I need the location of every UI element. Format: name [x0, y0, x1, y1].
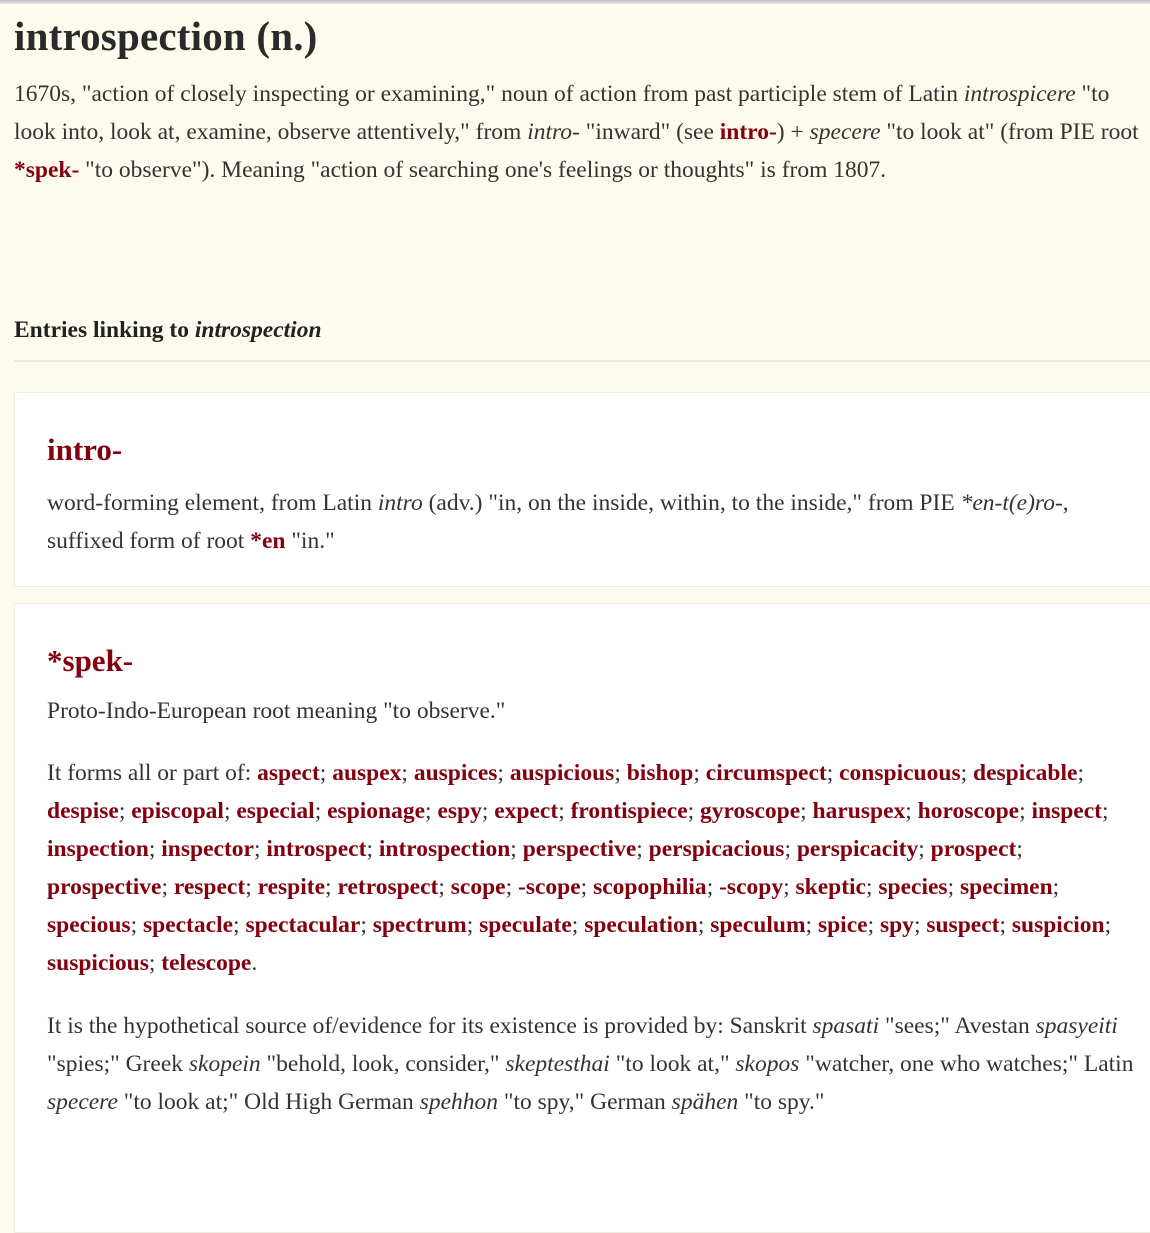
related-form-separator: ;	[161, 874, 174, 900]
entry-headword: introspection (n.)	[14, 13, 318, 59]
related-form-separator: ;	[325, 874, 338, 900]
related-form-separator: ;	[687, 798, 701, 824]
related-form-link[interactable]: prospective	[47, 874, 162, 900]
related-form-separator: ;	[697, 912, 711, 938]
related-form-link[interactable]: speculate	[479, 912, 572, 938]
related-form-link[interactable]: specious	[47, 912, 131, 938]
card-evidence-spek	[47, 1007, 1137, 1121]
evidence-cognate: skopein	[188, 1051, 261, 1077]
related-form-link[interactable]: spectrum	[372, 912, 467, 938]
related-form-separator: ;	[1052, 874, 1060, 900]
related-form-link[interactable]: -scopy	[719, 874, 784, 900]
related-form-link[interactable]: circumspect	[705, 760, 827, 786]
related-form-separator: ;	[118, 798, 132, 824]
link-intro[interactable]: intro-	[719, 119, 777, 145]
related-form-link[interactable]: suspicious	[47, 950, 149, 976]
evidence-text: "to look at;" Old High German	[117, 1089, 420, 1115]
linking-entries-heading	[14, 313, 322, 347]
entry-etymology	[14, 75, 1139, 189]
related-form-separator: ;	[360, 912, 373, 938]
related-form-link[interactable]: inspect	[1031, 798, 1102, 824]
related-form-link[interactable]: haruspex	[812, 798, 906, 824]
evidence-text: "watcher, one who watches;" Latin	[799, 1051, 1134, 1077]
evidence-cognate: specere	[47, 1089, 118, 1115]
related-form-separator: ;	[614, 760, 627, 786]
related-form-separator: .	[251, 950, 258, 976]
evidence-text: It is the hypothetical source of/evidence for its existence is provided by: Sanskrit	[47, 1013, 813, 1039]
card-text: "in."	[285, 528, 335, 554]
related-form-separator: ;	[401, 760, 414, 786]
related-form-link[interactable]: introspect	[266, 836, 367, 862]
evidence-text: "to spy," German	[498, 1089, 672, 1115]
related-form-separator: ;	[865, 874, 879, 900]
related-form-link[interactable]: despicable	[973, 760, 1078, 786]
card-text: , suffixed form of root	[47, 490, 1069, 554]
related-form-link[interactable]: espionage	[327, 798, 426, 824]
related-form-separator: ;	[867, 912, 880, 938]
related-form-link[interactable]: perspective	[522, 836, 637, 862]
related-form-link[interactable]: espy	[437, 798, 482, 824]
related-form-separator: ;	[826, 760, 840, 786]
card-text: word-forming element, from Latin	[47, 490, 378, 516]
card-title-spek	[47, 641, 1137, 681]
related-form-link[interactable]: auspices	[413, 760, 498, 786]
related-form-link[interactable]: speculation	[584, 912, 698, 938]
related-form-separator: ;	[918, 836, 931, 862]
related-form-link[interactable]: spice	[817, 912, 868, 938]
etymology-text: 1670s, "action of closely inspecting or examining," noun of action from past participle stem of Latin	[14, 81, 964, 107]
related-form-separator: ;	[784, 836, 797, 862]
evidence-cognate: skopos	[735, 1051, 800, 1077]
section-divider	[14, 360, 1150, 362]
related-form-link[interactable]: -scope	[518, 874, 581, 900]
card-text: (adv.) "in, on the inside, within, to the inside," from PIE	[422, 490, 961, 516]
related-form-link[interactable]: expect	[494, 798, 559, 824]
related-form-link[interactable]: perspicacious	[648, 836, 785, 862]
related-form-link[interactable]: despise	[47, 798, 119, 824]
entry-main	[14, 4, 1144, 189]
evidence-text: "spies;" Greek	[47, 1051, 189, 1077]
evidence-cognate: spähen	[671, 1089, 739, 1115]
related-form-separator: ;	[960, 760, 973, 786]
link-en[interactable]: *en	[250, 528, 286, 554]
related-form-link[interactable]: especial	[236, 798, 315, 824]
evidence-text: "to spy."	[738, 1089, 825, 1115]
evidence-cognate: spasyeiti	[1035, 1013, 1118, 1039]
related-form-separator: ;	[366, 836, 379, 862]
related-form-separator: ;	[947, 874, 960, 900]
card-italic-word: *en-t(e)ro-	[960, 490, 1063, 516]
related-form-separator: ;	[693, 760, 706, 786]
related-form-separator: ;	[1019, 798, 1032, 824]
card-italic-word: intro	[377, 490, 423, 516]
related-form-link[interactable]: respect	[173, 874, 246, 900]
related-form-separator: ;	[706, 874, 720, 900]
related-form-link[interactable]: spectacular	[245, 912, 361, 938]
related-form-separator: ;	[223, 798, 237, 824]
etymology-text: ) +	[776, 119, 810, 145]
linking-heading-word: introspection	[194, 317, 322, 343]
related-form-separator: ;	[913, 912, 927, 938]
related-form-link[interactable]: gyroscope	[700, 798, 801, 824]
card-title-link-spek[interactable]: *spek-	[47, 643, 134, 678]
related-form-link[interactable]: suspect	[926, 912, 1000, 938]
related-form-link[interactable]: episcopal	[131, 798, 224, 824]
card-title-intro	[47, 430, 1137, 470]
related-form-separator: ;	[571, 912, 585, 938]
related-form-link[interactable]: auspicious	[509, 760, 615, 786]
related-form-link[interactable]: inspector	[161, 836, 254, 862]
related-form-link[interactable]: prospect	[930, 836, 1017, 862]
related-form-separator: ;	[505, 874, 518, 900]
related-form-separator: ;	[510, 836, 523, 862]
related-form-separator: ;	[148, 950, 162, 976]
etymology-text: "to observe"). Meaning "action of searching one's feelings or thoughts" is from 1807.	[79, 157, 887, 183]
related-form-separator: ;	[800, 798, 813, 824]
related-form-separator: ;	[253, 836, 267, 862]
related-form-link[interactable]: horoscope	[917, 798, 1020, 824]
related-form-link[interactable]: speculum	[710, 912, 806, 938]
related-form-link[interactable]: specimen	[959, 874, 1053, 900]
linked-entry-card-spek	[14, 603, 1150, 1233]
etymology-latin-word: introspicere	[963, 81, 1076, 107]
card-title-link-intro[interactable]: intro-	[47, 432, 123, 467]
related-form-separator: ;	[999, 912, 1012, 938]
related-form-separator: ;	[1104, 912, 1112, 938]
related-form-link[interactable]: perspicacity	[796, 836, 919, 862]
related-form-link[interactable]: skeptic	[795, 874, 866, 900]
etymology-text: "inward" (see	[579, 119, 720, 145]
related-form-link[interactable]: auspex	[332, 760, 402, 786]
related-form-link[interactable]: spy	[879, 912, 914, 938]
related-form-separator: ;	[1101, 798, 1109, 824]
related-form-link[interactable]: respite	[257, 874, 326, 900]
related-form-separator: ;	[319, 760, 333, 786]
evidence-text: "behold, look, consider,"	[260, 1051, 506, 1077]
etymology-latin-word: specere	[809, 119, 881, 145]
related-form-separator: ;	[805, 912, 818, 938]
related-form-link[interactable]: inspection	[47, 836, 149, 862]
related-form-link[interactable]: introspection	[378, 836, 511, 862]
related-form-link[interactable]: scopophilia	[593, 874, 707, 900]
related-form-separator: ;	[580, 874, 594, 900]
etymology-text: "to look at" (from PIE root	[880, 119, 1139, 145]
related-form-link[interactable]: bishop	[626, 760, 694, 786]
related-form-link[interactable]: scope	[450, 874, 506, 900]
related-form-separator: ;	[314, 798, 328, 824]
related-form-separator: ;	[481, 798, 495, 824]
evidence-cognate: spehhon	[419, 1089, 499, 1115]
related-form-separator: ;	[783, 874, 796, 900]
related-form-separator: ;	[497, 760, 510, 786]
related-form-separator: ;	[1077, 760, 1084, 786]
related-form-separator: ;	[130, 912, 143, 938]
related-form-separator: ;	[148, 836, 162, 862]
related-form-separator: ;	[425, 798, 438, 824]
related-form-separator: ;	[466, 912, 480, 938]
related-form-separator: ;	[1016, 836, 1023, 862]
related-forms-label: It forms all or part of:	[47, 760, 258, 786]
related-forms-list	[47, 760, 1111, 976]
related-form-separator: ;	[233, 912, 246, 938]
related-form-separator: ;	[438, 874, 451, 900]
related-form-link[interactable]: spectacle	[142, 912, 234, 938]
related-form-separator: ;	[558, 798, 571, 824]
related-form-separator: ;	[636, 836, 649, 862]
related-form-link[interactable]: frontispiece	[570, 798, 688, 824]
link-spek[interactable]: *spek-	[14, 157, 80, 183]
card-definition-intro	[47, 484, 1137, 560]
related-form-link[interactable]: aspect	[257, 760, 320, 786]
evidence-text: "sees;" Avestan	[879, 1013, 1036, 1039]
evidence-cognate: spasati	[812, 1013, 880, 1039]
evidence-cognate: skeptesthai	[505, 1051, 610, 1077]
related-form-separator: ;	[245, 874, 258, 900]
etymology-latin-word: intro-	[527, 119, 580, 145]
related-form-separator: ;	[905, 798, 918, 824]
related-form-link[interactable]: conspicuous	[839, 760, 961, 786]
linked-entry-card-intro	[14, 392, 1150, 587]
related-form-link[interactable]: species	[878, 874, 948, 900]
related-forms	[47, 754, 1137, 982]
related-form-link[interactable]: telescope	[161, 950, 252, 976]
related-form-link[interactable]: suspicion	[1011, 912, 1105, 938]
linking-heading-prefix: Entries linking to	[14, 317, 195, 343]
card-meaning-spek: Proto-Indo-European root meaning "to observe."	[47, 698, 506, 724]
related-form-link[interactable]: retrospect	[337, 874, 439, 900]
evidence-text: "to look at,"	[609, 1051, 736, 1077]
etymology-text: "to look into, look at, examine, observe attentively," from	[14, 81, 1110, 145]
